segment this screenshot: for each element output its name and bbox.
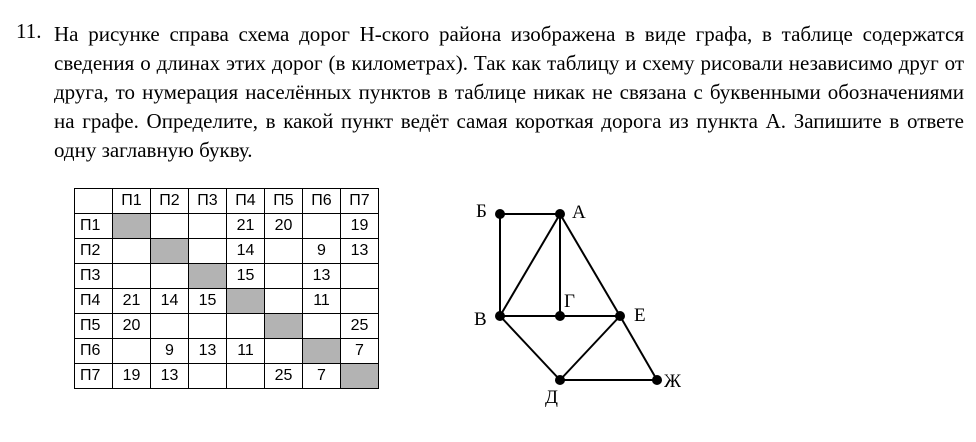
graph-node [615,311,625,321]
distance-cell: 25 [341,314,379,339]
graph-edge [560,316,620,380]
row-header: П6 [75,339,113,364]
distance-cell: 7 [303,364,341,389]
table-row [75,239,379,264]
table-row [75,289,379,314]
node-label: А [572,202,586,223]
diagonal-cell [265,314,303,339]
distance-cell [189,214,227,239]
graph-edge [500,214,560,316]
distance-cell [113,264,151,289]
graph-node [555,375,565,385]
distance-cell [227,314,265,339]
row-header: П7 [75,364,113,389]
diagonal-cell [303,339,341,364]
table-header-row [75,189,379,214]
distance-cell: 11 [303,289,341,314]
task-text: На рисунке справа схема дорог Н-ского района изображена в виде графа, в таблице содержатся сведения о длинах этих дорог (в километрах). Так как таблицу и схему рисовали независимо друг от друга, то нумерация населённых пунктов в таблице никак не связана с буквенными обозначениями на графе. Определите, в какой пункт ведёт самая короткая дорога из пункта А. Запишите в ответе одну заглавную букву. [54,22,964,162]
distance-cell: 13 [189,339,227,364]
distance-cell [341,289,379,314]
column-header: П5 [265,189,303,214]
column-header: П3 [189,189,227,214]
distance-cell: 20 [113,314,151,339]
node-label: Д [545,387,558,408]
distance-cell: 21 [113,289,151,314]
distance-cell: 19 [113,364,151,389]
distance-cell [151,214,189,239]
table-row [75,214,379,239]
table-row [75,364,379,389]
graph-node [555,209,565,219]
distance-cell [303,214,341,239]
row-header: П2 [75,239,113,264]
distance-cell [151,264,189,289]
distance-cell [189,314,227,339]
distance-cell: 9 [303,239,341,264]
distance-cell: 14 [227,239,265,264]
node-label: В [474,309,487,330]
distance-cell: 13 [151,364,189,389]
node-label: Ж [664,371,682,392]
column-header: П1 [113,189,151,214]
distance-cell: 25 [265,364,303,389]
table-corner-cell [75,189,113,214]
distance-cell: 15 [227,264,265,289]
graph-edge [500,316,560,380]
row-header: П1 [75,214,113,239]
node-label: Г [564,291,575,312]
distance-cell [189,364,227,389]
distance-cell: 15 [189,289,227,314]
distance-cell: 13 [303,264,341,289]
distance-cell: 9 [151,339,189,364]
distance-cell [151,314,189,339]
node-label: Е [634,305,646,326]
column-header: П6 [303,189,341,214]
diagonal-cell [113,214,151,239]
table-row [75,264,379,289]
row-header: П5 [75,314,113,339]
distance-cell [189,239,227,264]
distance-cell: 20 [265,214,303,239]
distance-cell [265,264,303,289]
road-graph [460,190,710,415]
graph-node [652,375,662,385]
distance-cell [227,364,265,389]
distance-cell [265,339,303,364]
distance-cell: 7 [341,339,379,364]
distance-cell [265,289,303,314]
graph-node [555,311,565,321]
distance-cell [113,339,151,364]
distance-cell [265,239,303,264]
distance-table [74,188,379,389]
diagonal-cell [189,264,227,289]
column-header: П4 [227,189,265,214]
row-header: П3 [75,264,113,289]
distance-cell: 19 [341,214,379,239]
table-row [75,339,379,364]
diagonal-cell [341,364,379,389]
node-label: Б [476,201,487,222]
graph-node [495,311,505,321]
diagonal-cell [151,239,189,264]
distance-cell: 21 [227,214,265,239]
table-row [75,314,379,339]
distance-cell: 13 [341,239,379,264]
diagonal-cell [227,289,265,314]
column-header: П2 [151,189,189,214]
distance-cell [113,239,151,264]
distance-cell: 11 [227,339,265,364]
distance-cell [303,314,341,339]
task-number: 11. [16,19,42,43]
graph-node [495,209,505,219]
distance-cell: 14 [151,289,189,314]
column-header: П7 [341,189,379,214]
row-header: П4 [75,289,113,314]
distance-cell [341,264,379,289]
